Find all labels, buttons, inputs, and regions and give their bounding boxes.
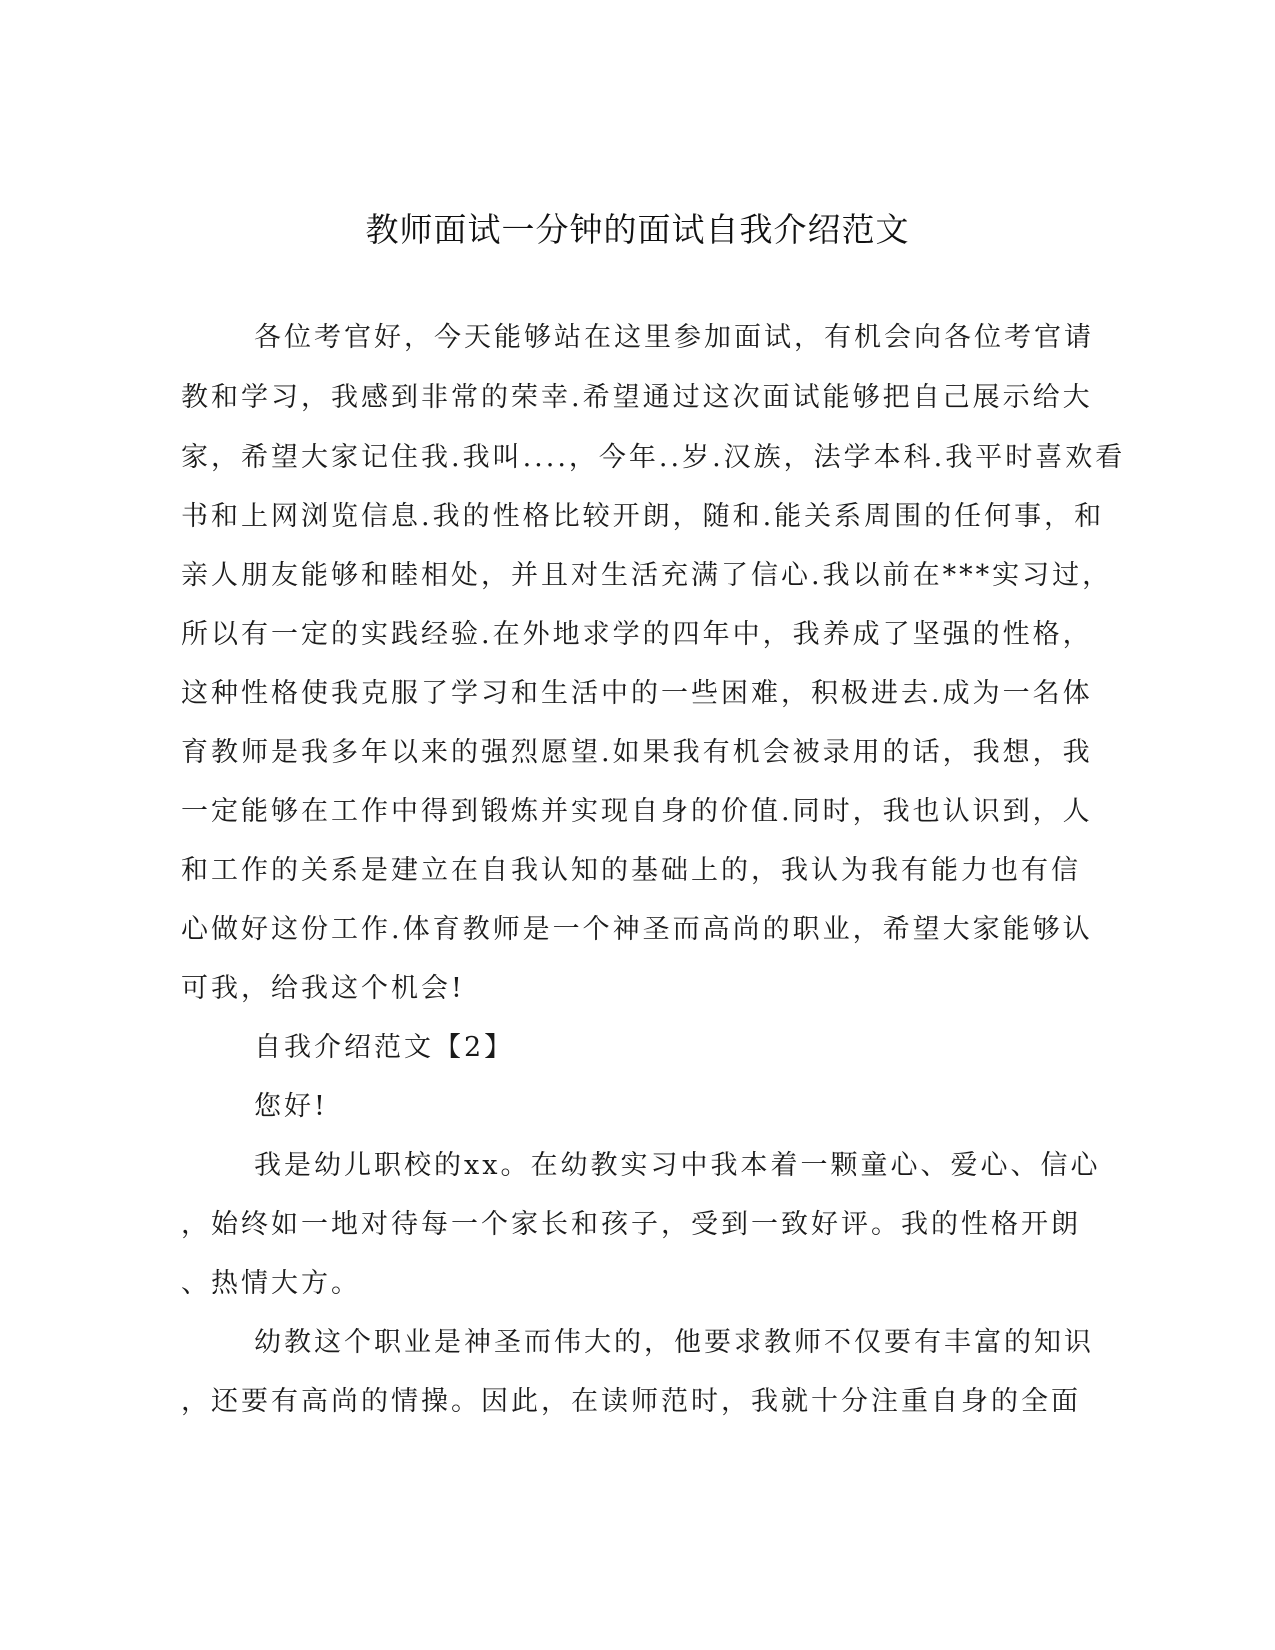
paragraph-line: 我是幼儿职校的xx。在幼教实习中我本着一颗童心、爱心、信心 <box>254 1150 1101 1181</box>
paragraph-line: 育教师是我多年以来的强烈愿望.如果我有机会被录用的话，我想，我 <box>181 737 1093 768</box>
paragraph-line: 家，希望大家记住我.我叫....，今年..岁.汉族，法学本科.我平时喜欢看 <box>181 442 1126 473</box>
section-heading: 自我介绍范文【2】 <box>254 1032 515 1063</box>
paragraph-line: 教和学习，我感到非常的荣幸.希望通过这次面试能够把自己展示给大 <box>181 382 1093 413</box>
paragraph-line: 和工作的关系是建立在自我认知的基础上的，我认为我有能力也有信 <box>181 855 1081 886</box>
paragraph-line: 幼教这个职业是神圣而伟大的，他要求教师不仅要有丰富的知识 <box>254 1327 1094 1358</box>
greeting-line: 您好! <box>254 1091 328 1122</box>
paragraph-line: 书和上网浏览信息.我的性格比较开朗，随和.能关系周围的任何事，和 <box>181 501 1105 532</box>
document-title: 教师面试一分钟的面试自我介绍范文 <box>365 210 910 249</box>
paragraph-line: 一定能够在工作中得到锻炼并实现自身的价值.同时，我也认识到，人 <box>181 796 1093 827</box>
paragraph-line: 这种性格使我克服了学习和生活中的一些困难，积极进去.成为一名体 <box>181 678 1093 709</box>
paragraph-line: ，始终如一地对待每一个家长和孩子，受到一致好评。我的性格开朗 <box>181 1209 1081 1240</box>
paragraph-line: 心做好这份工作.体育教师是一个神圣而高尚的职业，希望大家能够认 <box>181 914 1093 945</box>
paragraph-line: ，还要有高尚的情操。因此，在读师范时，我就十分注重自身的全面 <box>181 1386 1081 1417</box>
paragraph-line: 各位考官好，今天能够站在这里参加面试，有机会向各位考官请 <box>254 322 1094 353</box>
paragraph-line: 可我，给我这个机会! <box>181 973 465 1004</box>
paragraph-line: 所以有一定的实践经验.在外地求学的四年中，我养成了坚强的性格， <box>181 619 1093 650</box>
paragraph-line: 亲人朋友能够和睦相处，并且对生活充满了信心.我以前在***实习过， <box>181 560 1113 591</box>
paragraph-line: 、热情大方。 <box>181 1268 361 1299</box>
